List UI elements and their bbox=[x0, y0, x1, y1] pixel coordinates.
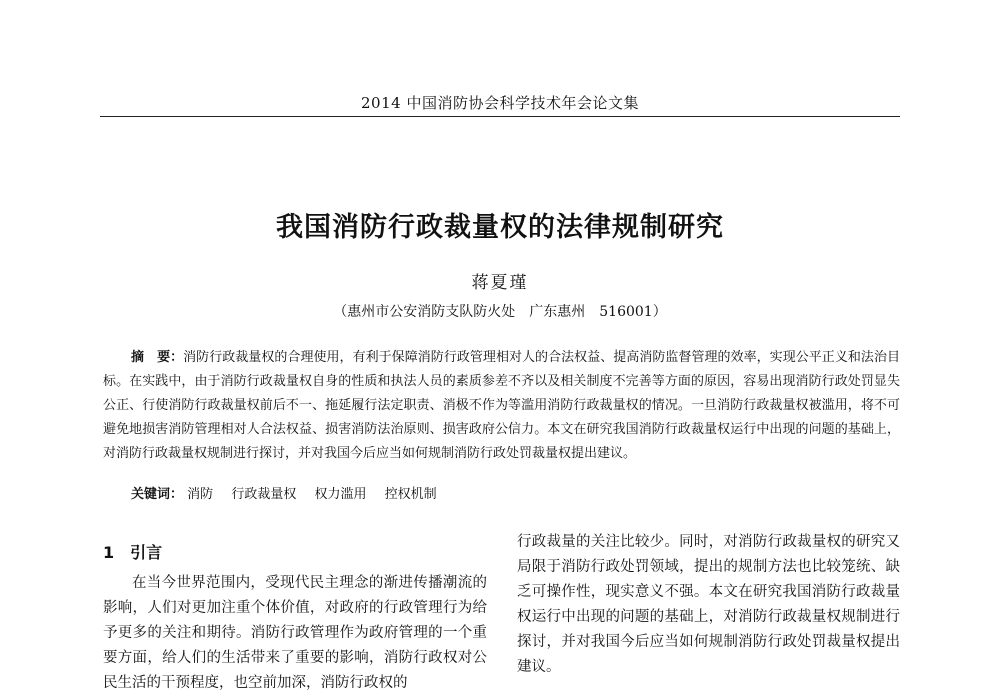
keyword: 消防 bbox=[187, 487, 214, 502]
abstract-text: 消防行政裁量权的合理使用，有利于保障消防行政管理相对人的合法权益、提高消防监督管理的效率，实现公平正义和法治目标。在实践中，由于消防行政裁量权自身的性质和执法人员的素质参差不齐以及相关制度不完善等方面的原因，容易出现消防行政处罚显失公正、行使消防行政裁量权前后不一、拖延履行法定职责、消极不作为等滥用消防行政裁量权的情况。一旦消防行政裁量权被滥用，将不可避免地损害消防管理相对人合法权益、损害消防法治原则、损害政府公信力。本文在研究我国消防行政裁量权运行中出现的问题的基础上，对消防行政裁量权规制进行探讨，并对我国今后应当如何规制消防行政处罚裁量权提出建议。 bbox=[103, 350, 900, 461]
section-number: 1 bbox=[103, 543, 115, 562]
section-heading-introduction bbox=[103, 540, 162, 563]
right-column-paragraph: 行政裁量的关注比较少。同时，对消防行政裁量权的研究又局限于消防行政处罚领域，提出的规制方法也比较笼统、缺乏可操作性，现实意义不强。本文在研究我国消防行政裁量权运行中出现的问题的基础上，对消防行政裁量权规制进行探讨，并对我国今后应当如何规制消防行政处罚裁量权提出建议。 bbox=[517, 534, 900, 675]
author-name: 蒋夏瑾 bbox=[471, 273, 529, 293]
running-header: 2014 中国消防协会科学技术年会论文集 bbox=[361, 94, 639, 112]
abstract-label: 摘 要： bbox=[131, 350, 184, 365]
keyword: 行政裁量权 bbox=[231, 487, 297, 502]
abstract bbox=[103, 346, 900, 466]
keywords-label: 关键词： bbox=[131, 487, 184, 502]
keyword: 权力滥用 bbox=[314, 487, 367, 502]
keyword: 控权机制 bbox=[384, 487, 437, 502]
author-affiliation: （惠州市公安消防支队防火处 广东惠州 516001） bbox=[333, 304, 667, 320]
paper-title: 我国消防行政裁量权的法律规制研究 bbox=[276, 212, 724, 243]
header-divider bbox=[100, 116, 900, 117]
section-title: 引言 bbox=[130, 543, 163, 562]
keywords bbox=[131, 483, 891, 507]
left-column-paragraph: 在当今世界范围内，受现代民主理念的渐进传播潮流的影响，人们对更加注重个体价值，对政府的行政管理行为给予更多的关注和期待。消防行政管理作为政府管理的一个重要方面，给人们的生活带来了重要的影响，消防行政权对公民生活的干预程度，也空前加深，消防行政权的 bbox=[103, 575, 487, 691]
